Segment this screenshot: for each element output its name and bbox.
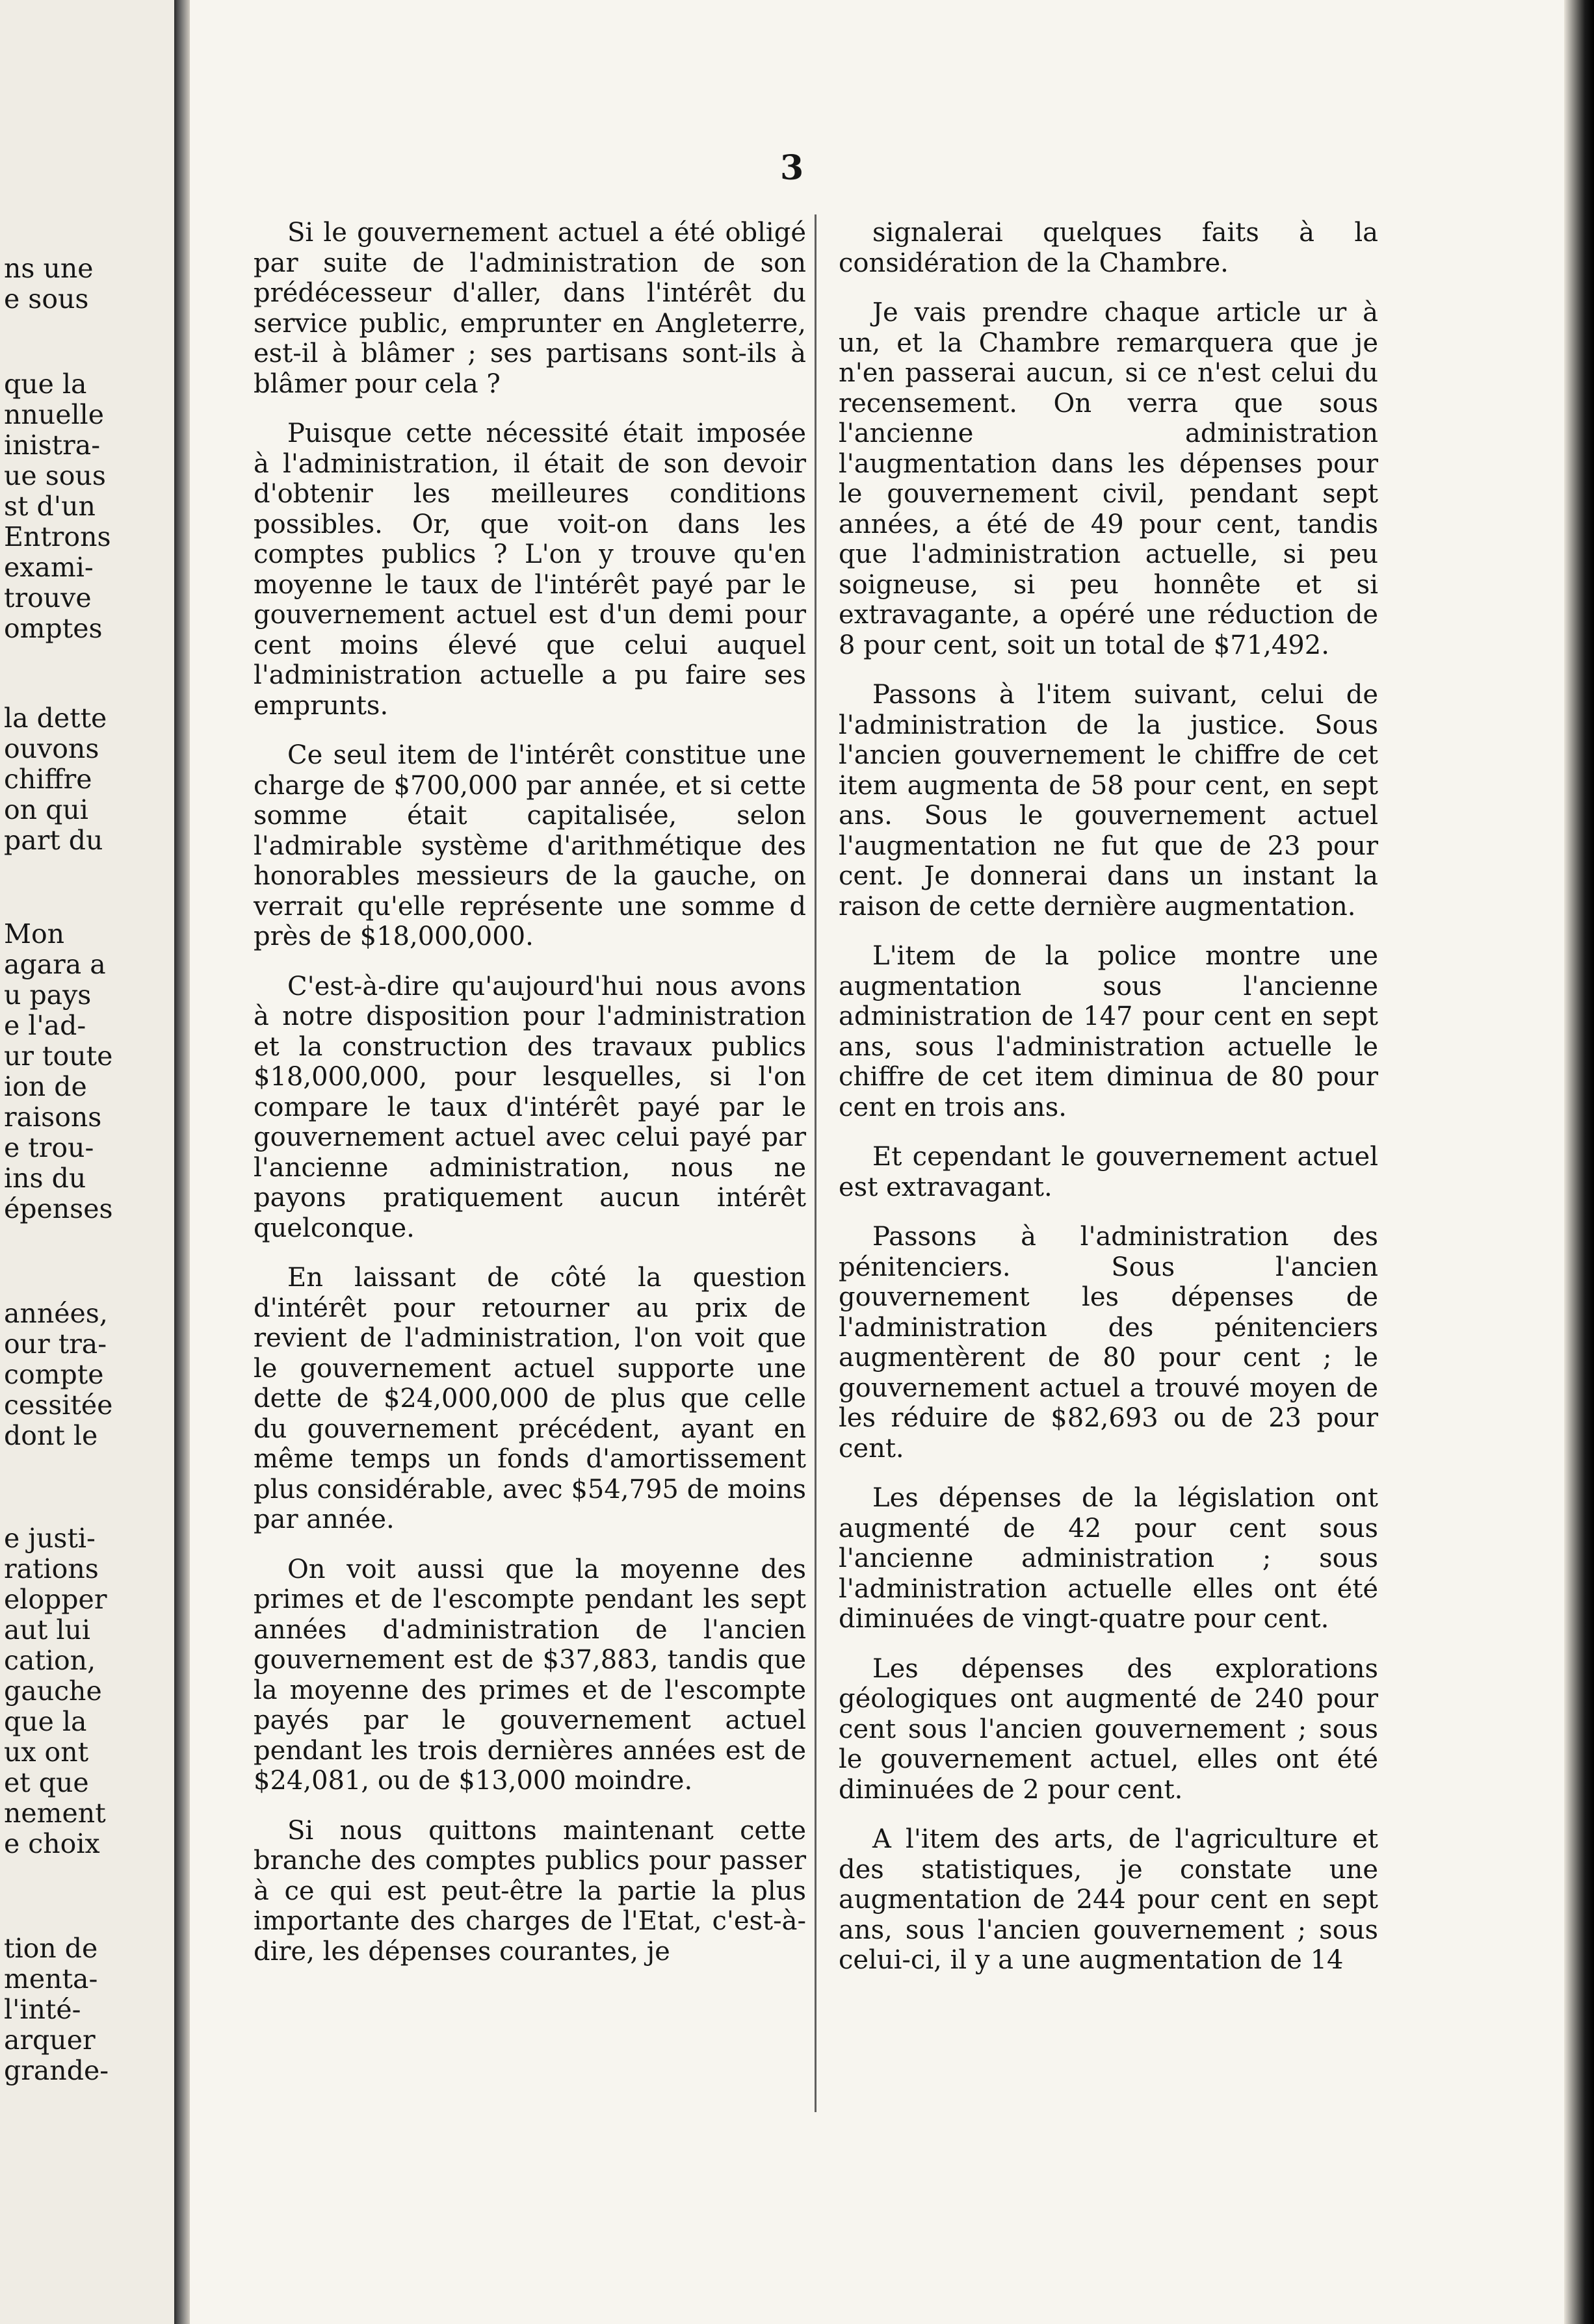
fragment-line: que la	[4, 369, 87, 400]
fragment-line: ns une	[4, 253, 94, 284]
fragment-line: e trou-	[4, 1133, 94, 1163]
fragment-line: ouvons	[4, 734, 99, 764]
fragment-line: épenses	[4, 1194, 113, 1224]
paragraph: Et cependant le gouvernement actuel est extravagant.	[839, 1142, 1378, 1202]
fragment-line: Mon	[4, 919, 65, 949]
fragment-line: raisons	[4, 1102, 102, 1133]
fragment-line: dont le	[4, 1421, 98, 1451]
page-number: 3	[780, 148, 804, 188]
fragment-line: nement	[4, 1798, 106, 1829]
fragment-line: grande-	[4, 2056, 109, 2086]
paragraph: signalerai quelques faits à la considération de la Chambre.	[839, 218, 1378, 278]
fragment-line: gauche	[4, 1676, 102, 1707]
column-divider	[815, 214, 817, 2112]
fragment-line: chiffre	[4, 764, 92, 795]
fragment-line: e choix	[4, 1829, 100, 1859]
fragment-line: nnuelle	[4, 400, 104, 430]
fragment-line: que la	[4, 1707, 87, 1737]
fragment-line: on qui	[4, 795, 88, 825]
paragraph: On voit aussi que la moyenne des primes et de l'escompte pendant les sept années d'administration de l'ancien gouvernement est de $37,883, tandis que la moyenne des primes et de l'escompte payés par le gouvernement actuel pendant les trois dernières années est de $24,081, ou de $13,000 moindre.	[254, 1554, 806, 1796]
fragment-line: la dette	[4, 703, 107, 734]
fragment-line: ur toute	[4, 1041, 113, 1072]
fragment-line: trouve	[4, 583, 92, 613]
paragraph: Je vais prendre chaque article ur à un, et la Chambre remarquera que je n'en passerai aucun, si ce n'est celui du recensement. On verra que sous l'ancienne administration l'augmentation dans les dépenses pour le gouvernement civil, pendant sept années, a été de 49 pour cent, tandis que l'administration actuelle, si peu soigneuse, si peu honnête et si extravagante, a opéré une réduction de 8 pour cent, soit un total de $71,492.	[839, 298, 1378, 660]
fragment-line: ue sous	[4, 461, 106, 491]
fragment-line: st d'un	[4, 491, 96, 522]
fragment-line: ion de	[4, 1072, 87, 1102]
fragment-line: rations	[4, 1554, 99, 1584]
facing-page-fragment	[0, 0, 174, 2324]
paragraph: C'est-à-dire qu'aujourd'hui nous avons à notre disposition pour l'administration et la construction des travaux publics $18,000,000, pour lesquelles, si l'on compare le taux d'intérêt payé par le gouvernement actuel avec celui payé par l'ancienne administration, nous ne payons pratiquement aucun intérêt quelconque.	[254, 971, 806, 1243]
fragment-line: Entrons	[4, 522, 111, 552]
page-gutter	[174, 0, 190, 2324]
paragraph: Ce seul item de l'intérêt constitue une charge de $700,000 par année, et si cette somme était capitalisée, selon l'admirable système d'arithmétique des honorables messieurs de la gauche, on verrait qu'elle représente une somme d près de $18,000,000.	[254, 740, 806, 951]
right-text-column	[839, 218, 1378, 1995]
paragraph: Si le gouvernement actuel a été obligé par suite de l'administration de son prédécesseur d'aller, dans l'intérêt du service public, emprunter en Angleterre, est-il à blâmer ; ses partisans sont-ils à blâmer pour cela ?	[254, 218, 806, 399]
page-edge	[1564, 0, 1594, 2324]
paragraph: Passons à l'administration des pénitenciers. Sous l'ancien gouvernement les dépenses de l'administration des pénitenciers augmentèrent de 80 pour cent ; le gouvernement actuel a trouvé moyen de les réduire de $82,693 ou de 23 pour cent.	[839, 1222, 1378, 1464]
fragment-line: ins du	[4, 1163, 86, 1194]
paragraph: En laissant de côté la question d'intérêt pour retourner au prix de revient de l'administration, l'on voit que le gouvernement actuel supporte une dette de $24,000,000 de plus que celle du gouvernement précédent, ayant en même temps un fonds d'amortissement plus considérable, avec $54,795 de moins par année.	[254, 1263, 806, 1534]
fragment-line: omptes	[4, 613, 103, 644]
paragraph: Passons à l'item suivant, celui de l'administration de la justice. Sous l'ancien gouvernement le chiffre de cet item augmenta de 58 pour cent, en sept ans. Sous le gouvernement actuel l'augmentation ne fut que de 23 pour cent. Je donnerai dans un instant la raison de cette dernière augmentation.	[839, 680, 1378, 922]
left-text-column	[254, 218, 806, 1986]
fragment-line: menta-	[4, 1964, 98, 1995]
paragraph: A l'item des arts, de l'agriculture et des statistiques, je constate une augmentation de 244 pour cent en sept ans, sous l'ancien gouvernement ; sous celui-ci, il y a une augmentation de 14	[839, 1824, 1378, 1975]
fragment-line: part du	[4, 825, 103, 856]
fragment-line: our tra-	[4, 1329, 107, 1360]
fragment-line: arquer	[4, 2025, 96, 2056]
fragment-line: elopper	[4, 1584, 107, 1615]
paragraph: Puisque cette nécessité était imposée à l'administration, il était de son devoir d'obtenir les meilleures conditions possibles. Or, que voit-on dans les comptes publics ? L'on y trouve qu'en moyenne le taux de l'intérêt payé par le gouvernement actuel est d'un demi pour cent moins élevé que celui auquel l'administration actuelle a pu faire ses emprunts.	[254, 419, 806, 721]
fragment-line: cessitée	[4, 1390, 113, 1421]
fragment-line: exami-	[4, 552, 94, 583]
fragment-line: années,	[4, 1298, 108, 1329]
fragment-line: e justi-	[4, 1523, 96, 1554]
fragment-line: cation,	[4, 1646, 96, 1676]
fragment-line: u pays	[4, 980, 92, 1011]
fragment-line: et que	[4, 1768, 89, 1798]
fragment-line: ux ont	[4, 1737, 89, 1768]
fragment-line: e l'ad-	[4, 1011, 86, 1041]
fragment-line: tion de	[4, 1933, 98, 1964]
fragment-line: inistra-	[4, 430, 101, 461]
fragment-line: aut lui	[4, 1615, 90, 1646]
paragraph: Les dépenses des explorations géologiques ont augmenté de 240 pour cent sous l'ancien gouvernement ; sous le gouvernement actuel, elles ont été diminuées de 2 pour cent.	[839, 1653, 1378, 1805]
paragraph: L'item de la police montre une augmentation sous l'ancienne administration de 147 pour cent en sept ans, sous l'administration actuelle le chiffre de cet item diminua de 80 pour cent en trois ans.	[839, 941, 1378, 1122]
fragment-line: compte	[4, 1360, 104, 1390]
paragraph: Les dépenses de la législation ont augmenté de 42 pour cent sous l'ancienne administration ; sous l'administration actuelle elles ont été diminuées de vingt-quatre pour cent.	[839, 1483, 1378, 1634]
fragment-line: agara a	[4, 949, 106, 980]
fragment-line: e sous	[4, 284, 89, 315]
paragraph: Si nous quittons maintenant cette branche des comptes publics pour passer à ce qui est peut-être la partie la plus importante des charges de l'Etat, c'est-à-dire, les dépenses courantes, je	[254, 1815, 806, 1967]
fragment-line: l'inté-	[4, 1995, 81, 2025]
